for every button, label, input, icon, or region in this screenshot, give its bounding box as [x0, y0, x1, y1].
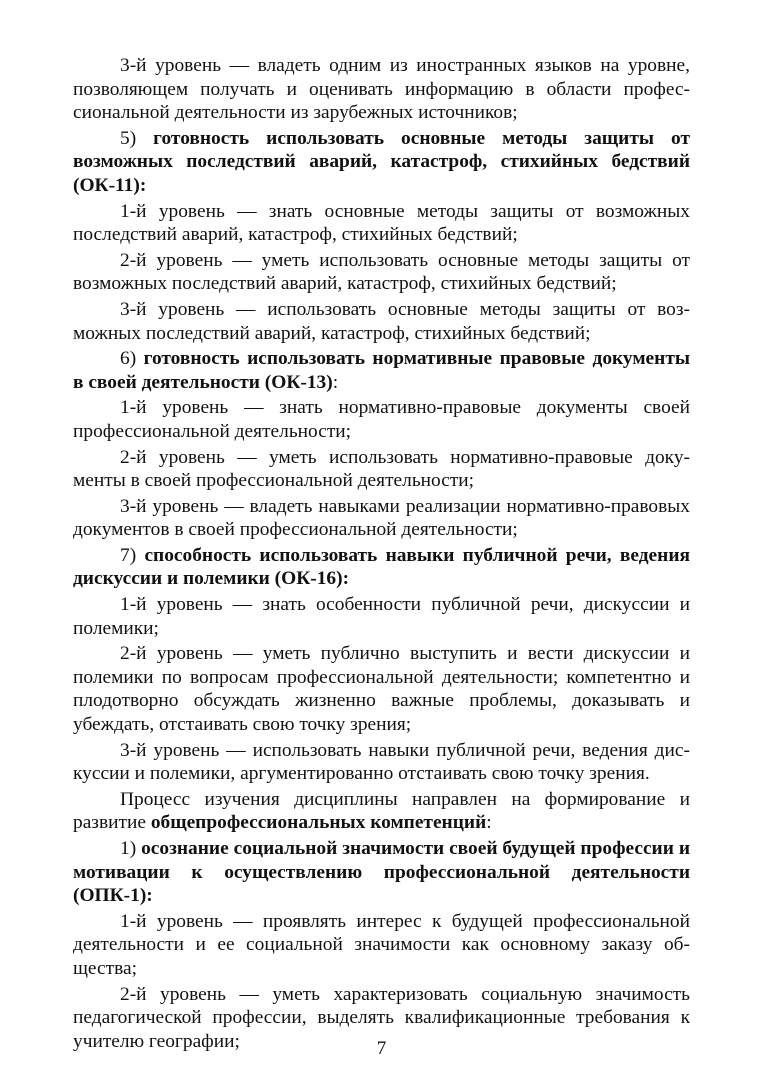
paragraph-opk1-heading	[73, 837, 690, 908]
heading-suffix: :	[486, 812, 492, 834]
paragraph-opk1-level1: 1-й уровень — проявлять интерес к будущей профессиональной деятельности и ее социальной значимости как основному заказу общества;	[73, 910, 690, 979]
competency-title: способность использовать навыки публичной речи, ведения дискуссии и полемики (ОК-16):	[73, 544, 690, 590]
item-number: 1)	[120, 838, 142, 859]
paragraph-ok11-heading	[73, 127, 690, 198]
item-number: 5)	[120, 127, 154, 149]
paragraph-ok11-level2: 2-й уровень — уметь использовать основные методы защиты от возможных последствий аварий, катастроф, стихийных бедствий;	[73, 249, 690, 295]
intro-text: Процесс изучения дисциплины направлен на формирование и развитие	[73, 788, 690, 834]
paragraph-ok11-level3: 3-й уровень — использовать основные методы защиты от возможных последствий аварий, катастроф, стихийных бедствий;	[73, 298, 690, 344]
paragraph-ok11-level1: 1-й уровень — знать основные методы защиты от возможных последствий аварий, катастроф, стихийных бедствий;	[73, 200, 690, 246]
page-body	[73, 54, 690, 1055]
competency-title: осознание социальной значимости своей будущей профессии и мотивации к осуществлению профессиональной деятельности (ОПК-1):	[73, 838, 690, 907]
paragraph-ok16-level1: 1-й уровень — знать особенности публичной речи, дискуссии и полемики;	[73, 594, 690, 639]
competency-title: готовность использовать нормативные правовые документы в своей деятельности (ОК-13)	[73, 348, 690, 393]
paragraph-opk-intro	[73, 788, 690, 835]
competency-group-title: общепрофессиональных компетенций	[150, 812, 487, 834]
item-number: 7)	[120, 544, 145, 566]
paragraph-ok9-level3: 3-й уровень — владеть одним из иностранных языков на уровне, позволяющем получать и оценивать информацию в области профессиональной деятельности из зарубежных источников;	[73, 55, 690, 124]
paragraph-ok13-level2: 2-й уровень — уметь использовать нормативно-правовые документы в своей профессиональной деятельности;	[73, 446, 690, 492]
competency-title: готовность использовать основные методы защиты от возможных последствий аварий, катастроф, стихийных бедствий (ОК-11):	[73, 127, 690, 196]
paragraph-ok13-level3: 3-й уровень — владеть навыками реализации нормативно-правовых документов в своей профессиональной деятельности;	[73, 495, 690, 541]
heading-suffix: :	[332, 371, 339, 393]
page-number: 7	[376, 1038, 387, 1059]
paragraph-ok13-level1: 1-й уровень — знать нормативно-правовые документы своей профессиональной деятельности;	[73, 397, 690, 442]
paragraph-ok16-level2: 2-й уровень — уметь публично выступить и вести дискуссии и полемики по вопросам профессиональной деятельности; компетентно и плодотворно обсуждать жизненно важные проблемы, доказывать и убеждать, отстаивать свою точку зрения;	[73, 643, 690, 736]
paragraph-opk1-level2: 2-й уровень — уметь характеризовать социальную значимость педагогической профессии, выделять квалификационные требования к учителю географии;	[73, 983, 690, 1052]
paragraph-ok13-heading	[73, 347, 690, 394]
paragraph-ok16-level3: 3-й уровень — использовать навыки публичной речи, ведения дискуссии и полемики, аргументированно отстаивать свою точку зрения.	[73, 739, 690, 785]
item-number: 6)	[120, 348, 144, 370]
paragraph-ok16-heading	[73, 544, 690, 591]
